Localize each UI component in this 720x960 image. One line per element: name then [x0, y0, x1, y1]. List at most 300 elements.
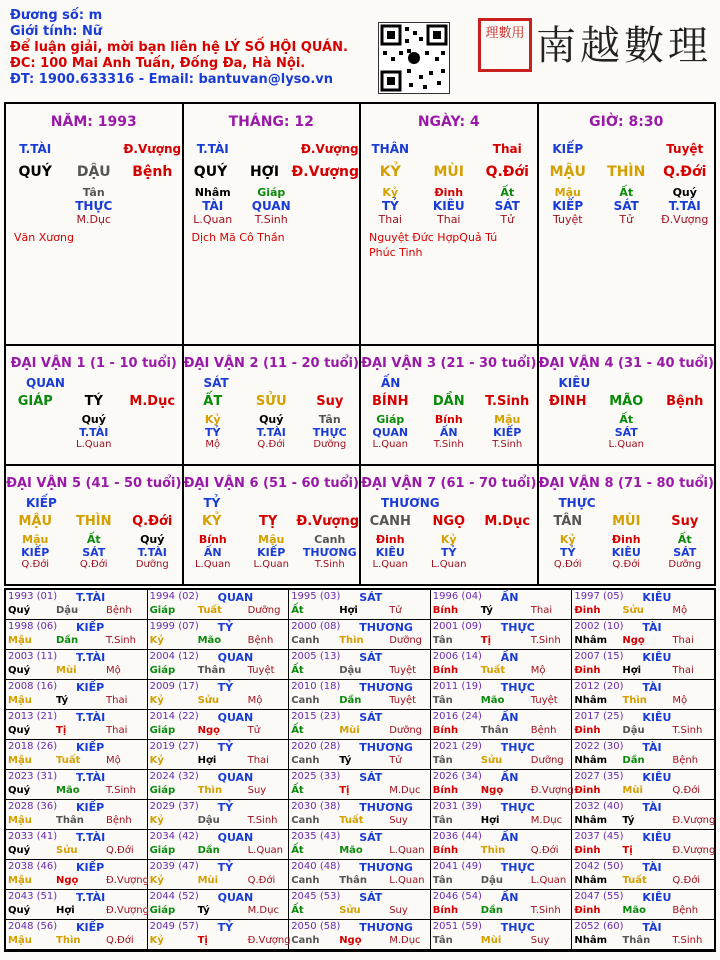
year-phase: Thai — [247, 755, 269, 766]
year-cell[interactable] — [148, 680, 290, 710]
dai-van-god: ẤN — [381, 376, 401, 390]
year-phase: Đ.Vượng — [106, 905, 149, 916]
dai-van-main-item: Đ.Vượng — [296, 514, 360, 529]
year-stem: Canh — [291, 815, 320, 826]
dai-van-god: TỶ — [203, 496, 221, 510]
year-stem: Tân — [432, 695, 453, 706]
year-cell[interactable] — [572, 710, 714, 740]
year-cell[interactable] — [148, 770, 290, 800]
dv-hidden-god-item: SÁT — [614, 426, 638, 439]
year-branch: Tý — [56, 695, 69, 706]
year-cell[interactable] — [289, 620, 431, 650]
dai-van-main-item: KỶ — [201, 514, 222, 529]
dv-hidden-god-item: THƯƠNG — [302, 546, 357, 559]
year-label: 2021 (29) — [432, 741, 482, 752]
year-label: 2020 (28) — [291, 741, 341, 752]
hidden-god-item: QUAN — [251, 199, 291, 213]
hidden-god-item: TỶ — [381, 199, 399, 213]
year-cell[interactable] — [431, 740, 573, 770]
year-cell[interactable] — [289, 890, 431, 920]
year-label: 2037 (45) — [574, 831, 624, 842]
dv-hidden-god-item — [6, 426, 65, 439]
year-god: TÀI — [642, 741, 662, 754]
year-god: KIÊU — [642, 651, 672, 664]
hidden-phase — [361, 213, 537, 226]
year-branch: Tuất — [339, 815, 364, 826]
gender-line: Giới tính: Nữ — [10, 24, 103, 39]
year-cell[interactable] — [6, 860, 148, 890]
hidden-god — [361, 199, 537, 213]
dv-hidden-god — [539, 546, 715, 559]
dai-van-main-item: M.Dục — [484, 514, 531, 529]
year-cell[interactable] — [289, 860, 431, 890]
year-label: 2035 (43) — [291, 831, 341, 842]
dai-van-main-item: M.Dục — [129, 394, 176, 409]
year-stem: Bính — [432, 665, 459, 676]
dai-van-god: QUAN — [26, 376, 65, 390]
dv-hidden-phase-item — [539, 439, 598, 450]
year-branch: Tý — [339, 755, 352, 766]
hidden-stem — [6, 180, 182, 199]
year-phase: Mộ — [106, 755, 121, 766]
dai-van-row-1 — [6, 346, 714, 466]
dv-hidden-stem-item: Ất — [677, 533, 692, 546]
year-cell[interactable] — [148, 740, 290, 770]
year-cell[interactable] — [289, 680, 431, 710]
year-cell[interactable] — [431, 650, 573, 680]
pillar-main-item: Đ.Vượng — [291, 164, 359, 180]
year-phase: Bệnh — [106, 815, 132, 826]
hidden-stem-item: Ất — [619, 186, 634, 199]
year-god: QUAN — [217, 831, 254, 844]
year-label: 2027 (35) — [574, 771, 624, 782]
year-god: T.TÀI — [76, 771, 106, 784]
year-label: 2015 (23) — [291, 711, 341, 722]
pillar-main-item: QUÝ — [193, 164, 228, 180]
hidden-phase-item: Thai — [378, 213, 402, 226]
dv-hidden-phase — [361, 439, 537, 450]
dv-hidden-phase-item: L.Quan — [253, 559, 289, 570]
dv-hidden-god-item — [123, 426, 182, 439]
year-cell[interactable] — [431, 770, 573, 800]
year-cell[interactable] — [431, 680, 573, 710]
year-phase: T.Sinh — [530, 635, 561, 646]
dv-hidden-phase-item: Q.Đới — [257, 439, 286, 450]
year-god: TỶ — [217, 921, 234, 934]
hidden-god — [539, 199, 715, 213]
hidden-stem — [539, 180, 715, 199]
year-label: 2042 (50) — [574, 861, 624, 872]
pillar-title: NĂM: 1993 — [50, 114, 137, 130]
dv-hidden-phase-item: L.Quan — [431, 559, 467, 570]
dv-hidden-stem-item: Bính — [198, 533, 227, 546]
pillar-main-item: KỶ — [379, 164, 401, 180]
year-cell[interactable] — [572, 680, 714, 710]
year-cell[interactable] — [289, 770, 431, 800]
dai-van-cell — [6, 346, 184, 464]
year-branch: Mão — [622, 905, 646, 916]
hidden-god-item: SÁT — [494, 199, 520, 213]
year-god: QUAN — [217, 771, 254, 784]
year-label: 2007 (15) — [574, 651, 624, 662]
pillar-main-item: HỢI — [249, 164, 280, 180]
dai-van-title: ĐẠI VẬN 1 (1 - 10 tuổi) — [10, 356, 177, 371]
dai-van-title: ĐẠI VẬN 3 (21 - 30 tuổi) — [361, 356, 537, 371]
dv-hidden-god-item: ẤN — [203, 546, 222, 559]
pillar-main — [361, 156, 537, 180]
year-branch: Dần — [622, 755, 645, 766]
year-cell[interactable] — [431, 860, 573, 890]
dv-hidden-phase-item: L.Quan — [608, 439, 644, 450]
year-god: KIÊU — [642, 711, 672, 724]
year-stem: Bính — [432, 785, 459, 796]
dv-hidden-god — [361, 426, 537, 439]
year-cell[interactable] — [431, 890, 573, 920]
year-god: TÀI — [642, 621, 662, 634]
year-cell[interactable] — [6, 710, 148, 740]
year-stem: Nhâm — [574, 935, 608, 946]
year-cell[interactable] — [6, 680, 148, 710]
chart-grid — [4, 102, 716, 586]
dv-hidden-phase-item: Q.Đới — [612, 559, 641, 570]
year-cell[interactable] — [148, 800, 290, 830]
year-branch: Hợi — [480, 815, 500, 826]
year-branch: Mùi — [197, 875, 219, 886]
year-cell[interactable] — [431, 620, 573, 650]
year-label: 2036 (44) — [432, 831, 482, 842]
year-cell[interactable] — [431, 920, 573, 950]
year-god: SÁT — [359, 711, 383, 724]
phone-email-line[interactable]: ĐT: 1900.633316 - Email: bantuvan@lyso.vn — [10, 72, 334, 87]
year-branch: Sửu — [197, 695, 220, 706]
dv-hidden-god-item: TỶ — [560, 546, 576, 559]
dv-hidden-phase — [184, 559, 360, 570]
dv-hidden-stem-item: Ất — [86, 533, 101, 546]
dai-van-main-item: DẦN — [432, 394, 465, 409]
year-cell[interactable] — [6, 830, 148, 860]
year-cell[interactable] — [289, 710, 431, 740]
hidden-stem — [184, 180, 360, 199]
dv-hidden-stem-item — [123, 413, 182, 426]
year-phase: Bệnh — [530, 725, 557, 736]
dv-hidden-god — [6, 546, 182, 559]
year-branch: Thìn — [339, 635, 364, 646]
year-stem: Kỷ — [149, 815, 164, 826]
year-cell[interactable] — [148, 620, 290, 650]
year-phase: Q.Đới — [247, 875, 276, 886]
year-cell[interactable] — [6, 650, 148, 680]
year-stem: Tân — [432, 635, 453, 646]
dai-van-god: KIẾP — [26, 496, 57, 510]
year-cell[interactable] — [6, 770, 148, 800]
pillar-top-item: Đ.Vượng — [123, 142, 182, 156]
hidden-god — [184, 199, 360, 213]
year-branch: Tị — [56, 725, 67, 736]
year-cell[interactable] — [431, 830, 573, 860]
qr-code[interactable] — [378, 22, 450, 94]
dv-hidden-phase-item — [656, 439, 715, 450]
year-stem: Nhâm — [574, 695, 608, 706]
dv-hidden-stem-item: Mậu — [258, 533, 285, 546]
dv-hidden-stem-item — [539, 413, 598, 426]
hidden-phase-item: T.Sinh — [254, 213, 288, 226]
year-god: ẤN — [500, 891, 519, 904]
pillar-top-item: THÂN — [371, 142, 410, 156]
year-god: THỰC — [500, 681, 535, 694]
year-cell[interactable] — [6, 920, 148, 950]
year-cell[interactable] — [289, 740, 431, 770]
year-stem: Quý — [8, 725, 31, 736]
hidden-stem — [361, 180, 537, 199]
dv-hidden-phase — [184, 439, 360, 450]
year-branch: Dần — [480, 905, 503, 916]
year-phase: T.Sinh — [106, 635, 136, 646]
dv-hidden-stem-item: Kỷ — [440, 533, 457, 546]
dv-hidden-god-item: T.TÀI — [256, 426, 286, 439]
pillar-cell — [539, 104, 715, 344]
year-branch: Dậu — [622, 725, 645, 736]
year-god: THƯƠNG — [359, 801, 413, 814]
star-item: Nguyệt Đức HợpQuả Tú — [369, 231, 498, 244]
year-stem: Giáp — [149, 785, 176, 796]
dv-hidden-stem — [6, 409, 182, 426]
year-phase: Dưỡng — [389, 635, 423, 646]
year-cell[interactable] — [431, 800, 573, 830]
year-cell[interactable] — [431, 710, 573, 740]
year-cell[interactable] — [6, 620, 148, 650]
year-god: TÀI — [642, 921, 662, 934]
hidden-stem-item: Giáp — [257, 186, 286, 199]
dv-hidden-phase-item: Dưỡng — [135, 559, 169, 570]
year-god: ẤN — [500, 651, 519, 664]
year-stem: Quý — [8, 665, 31, 676]
hidden-phase — [539, 213, 715, 226]
dai-van-main-item: Suy — [671, 514, 699, 529]
dv-hidden-god-item: KIÊU — [375, 546, 405, 559]
year-branch: Sửu — [622, 605, 644, 616]
year-cell[interactable] — [148, 890, 290, 920]
year-stem: Nhâm — [574, 635, 608, 646]
year-phase: T.Sinh — [672, 725, 703, 736]
dv-hidden-stem-item — [478, 533, 537, 546]
dv-hidden-god-item: KIÊU — [611, 546, 641, 559]
year-cell[interactable] — [572, 920, 714, 950]
dv-hidden-stem-item — [656, 413, 715, 426]
year-branch: Tuất — [480, 665, 506, 676]
dv-hidden-stem-item: Bính — [434, 413, 463, 426]
year-phase: Thai — [530, 605, 553, 616]
year-phase: Đ.Vượng — [247, 935, 291, 946]
pillar-main — [6, 156, 182, 180]
year-cell[interactable] — [289, 650, 431, 680]
year-label: 2030 (38) — [291, 801, 341, 812]
year-cell[interactable] — [6, 740, 148, 770]
dv-hidden-phase-item: Q.Đới — [553, 559, 582, 570]
pillar-cell — [6, 104, 184, 344]
year-cell[interactable] — [572, 650, 714, 680]
dv-hidden-phase-item: Dưỡng — [668, 559, 702, 570]
year-label: 2023 (31) — [8, 771, 58, 782]
year-phase: Tuyệt — [530, 695, 558, 706]
year-stem: Nhâm — [574, 815, 608, 826]
dv-hidden-phase-item — [6, 439, 65, 450]
dv-hidden-god-item: KIẾP — [493, 426, 522, 439]
year-stem: Quý — [8, 605, 31, 616]
pillar-main — [539, 156, 715, 180]
year-label: 2024 (32) — [149, 771, 199, 782]
dai-van-main-item: NGỌ — [432, 514, 466, 529]
dv-hidden-phase — [539, 439, 715, 450]
dai-van-cell — [361, 346, 539, 464]
hidden-stem-item: Ất — [500, 186, 515, 199]
year-branch: Mùi — [339, 725, 360, 736]
year-phase: M.Dục — [247, 905, 279, 916]
year-cell[interactable] — [148, 830, 290, 860]
year-stem: Ất — [291, 665, 304, 676]
hidden-god-item — [6, 199, 65, 213]
year-stem: Đinh — [574, 725, 601, 736]
year-label: 2031 (39) — [432, 801, 482, 812]
year-branch: Thìn — [197, 785, 223, 796]
year-stem: Canh — [291, 755, 320, 766]
dv-hidden-stem-item: Quý — [140, 533, 165, 546]
dai-van-main-item: MẬU — [18, 514, 53, 529]
year-label: 2050 (58) — [291, 921, 341, 932]
year-god: KIẾP — [76, 921, 105, 934]
hidden-stem-item: Đinh — [434, 186, 464, 199]
dai-van-god: SÁT — [203, 376, 229, 390]
year-label: 2032 (40) — [574, 801, 624, 812]
year-stem: Đinh — [574, 905, 601, 916]
year-branch: Thìn — [622, 695, 647, 706]
hidden-god-item: SÁT — [613, 199, 639, 213]
year-cell[interactable] — [6, 590, 148, 620]
year-branch: Tuất — [197, 605, 222, 616]
year-cell[interactable] — [572, 890, 714, 920]
year-god: THỰC — [500, 741, 535, 754]
year-phase: Dưỡng — [530, 755, 564, 766]
pillar-top — [361, 130, 537, 156]
year-phase: Q.Đới — [672, 785, 701, 796]
year-label: 2005 (13) — [291, 651, 341, 662]
year-stem: Kỷ — [149, 935, 164, 946]
pillar-top-item: T.TÀI — [19, 142, 52, 156]
year-cell[interactable] — [572, 830, 714, 860]
dai-van-main-item: TÝ — [84, 394, 103, 409]
dai-van-cell — [539, 346, 715, 464]
year-branch: Dậu — [197, 815, 220, 826]
hidden-phase-item: L.Quan — [193, 213, 233, 226]
year-cell[interactable] — [572, 860, 714, 890]
year-phase: Thai — [106, 695, 128, 706]
year-phase: Suy — [389, 815, 408, 826]
dv-hidden-phase-item — [478, 559, 537, 570]
dv-hidden-stem-item: Quý — [81, 413, 106, 426]
owner-line: Đương số: m — [10, 8, 103, 23]
hidden-phase-item: Tuyệt — [552, 213, 583, 226]
year-god: THỰC — [500, 621, 535, 634]
year-cell[interactable] — [6, 890, 148, 920]
year-branch: Ngọ — [339, 935, 362, 946]
year-branch: Hợi — [197, 755, 217, 766]
year-phase: Bệnh — [672, 905, 699, 916]
year-cell[interactable] — [148, 650, 290, 680]
year-cell[interactable] — [289, 920, 431, 950]
year-label: 2000 (08) — [291, 621, 341, 632]
dv-hidden-phase-item: L.Quan — [372, 439, 408, 450]
year-god: KIÊU — [642, 591, 672, 604]
year-cell[interactable] — [148, 590, 290, 620]
year-stem: Kỷ — [149, 875, 164, 886]
dai-van-main-item: BÍNH — [371, 394, 409, 409]
dv-hidden-god-item: T.TÀI — [79, 426, 109, 439]
year-label: 2046 (54) — [432, 891, 482, 902]
year-cell[interactable] — [289, 830, 431, 860]
year-label: 1994 (02) — [149, 591, 199, 602]
dai-van-cell — [6, 466, 184, 584]
hidden-stem-item — [123, 186, 182, 199]
dv-hidden-stem-item: Quý — [259, 413, 284, 426]
year-cell[interactable] — [6, 800, 148, 830]
dv-hidden-stem-item: Giáp — [376, 413, 405, 426]
year-label: 2018 (26) — [8, 741, 58, 752]
year-stem: Đinh — [574, 665, 601, 676]
dv-hidden-god-item — [656, 426, 715, 439]
dv-hidden-stem-item: Ất — [619, 413, 634, 426]
year-stem: Kỷ — [149, 755, 164, 766]
year-cell[interactable] — [289, 590, 431, 620]
year-branch: Mùi — [480, 935, 502, 946]
dv-hidden-phase-item: T.Sinh — [314, 559, 345, 570]
dai-van-god: THƯƠNG — [381, 496, 440, 510]
year-cell[interactable] — [431, 590, 573, 620]
pillar-stars — [369, 230, 497, 260]
luu-nien-grid — [4, 588, 716, 952]
year-cell[interactable] — [148, 860, 290, 890]
dai-van-title: ĐẠI VẬN 7 (61 - 70 tuổi) — [361, 476, 537, 491]
year-cell[interactable] — [572, 770, 714, 800]
year-label: 2022 (30) — [574, 741, 624, 752]
year-label: 2009 (17) — [149, 681, 199, 692]
hidden-god-item: T.TÀI — [668, 199, 701, 213]
year-cell[interactable] — [572, 620, 714, 650]
dai-van-main-item: Bệnh — [666, 394, 704, 409]
year-label: 2052 (60) — [574, 921, 624, 932]
year-label: 2033 (41) — [8, 831, 58, 842]
dv-hidden-stem-item: Kỷ — [559, 533, 576, 546]
pillar-row — [6, 104, 714, 346]
seal-logo: 理數用 — [478, 18, 532, 72]
year-cell[interactable] — [148, 920, 290, 950]
year-label: 2004 (12) — [149, 651, 199, 662]
year-label: 2034 (42) — [149, 831, 199, 842]
year-label: 1999 (07) — [149, 621, 199, 632]
year-cell[interactable] — [572, 800, 714, 830]
pillar-main-item: THÌN — [607, 164, 646, 180]
year-god: ẤN — [500, 591, 519, 604]
year-label: 2051 (59) — [432, 921, 482, 932]
year-cell[interactable] — [572, 740, 714, 770]
year-branch: Mão — [197, 635, 222, 646]
pillar-main-item: Q.Đới — [663, 164, 707, 180]
year-phase: Thai — [672, 635, 694, 646]
year-cell[interactable] — [289, 800, 431, 830]
year-cell[interactable] — [572, 590, 714, 620]
year-cell[interactable] — [148, 710, 290, 740]
year-label: 2014 (22) — [149, 711, 199, 722]
dv-hidden-god-item: SÁT — [82, 546, 106, 559]
dv-hidden-phase-item: L.Quan — [76, 439, 112, 450]
